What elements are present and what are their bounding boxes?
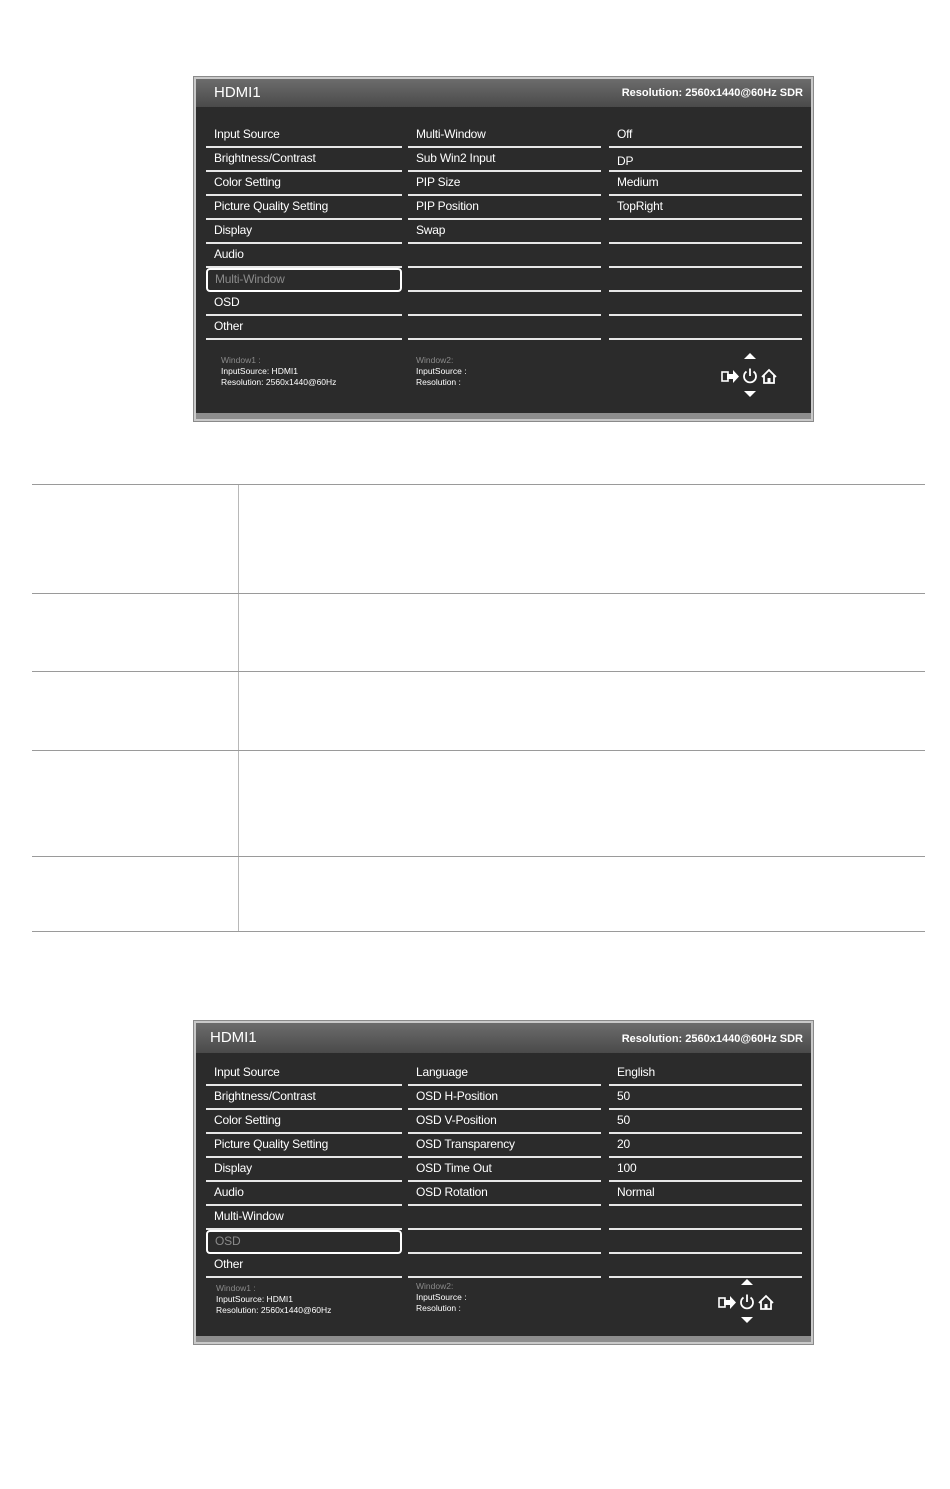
input-icon[interactable]	[722, 370, 739, 383]
resolution-label: Resolution: 2560x1440@60Hz SDR	[621, 87, 803, 99]
sub-item-empty	[408, 292, 601, 316]
value-item[interactable]: 50	[609, 1110, 802, 1134]
table-row	[32, 856, 925, 931]
resolution-label: Resolution: 2560x1440@60Hz SDR	[621, 1033, 803, 1045]
table-row	[32, 750, 925, 856]
menu-item-audio[interactable]: Audio	[206, 1182, 402, 1206]
menu-item-audio[interactable]: Audio	[206, 244, 402, 268]
main-menu	[206, 1062, 402, 1278]
menu-item-picture-quality[interactable]: Picture Quality Setting	[206, 196, 402, 220]
menu-item-osd-selected[interactable]: OSD	[206, 1230, 402, 1254]
input-source-title: HDMI1	[214, 84, 261, 101]
window2-input: InputSource :	[416, 1292, 467, 1302]
value-item-empty	[609, 244, 802, 268]
table-row	[32, 593, 925, 671]
up-arrow-icon[interactable]	[741, 1279, 753, 1285]
window1-info	[216, 1283, 331, 1316]
sub-item[interactable]: OSD V-Position	[408, 1110, 601, 1134]
value-item[interactable]: 20	[609, 1134, 802, 1158]
sub-item[interactable]: Language	[408, 1062, 601, 1086]
menu-item-input-source[interactable]: Input Source	[206, 124, 402, 148]
window1-input: InputSource: HDMI1	[221, 366, 299, 376]
value-item-empty	[609, 316, 802, 340]
home-icon[interactable]	[759, 1296, 773, 1309]
menu-item-brightness-contrast[interactable]: Brightness/Contrast	[206, 1086, 402, 1110]
window2-title: Window2:	[416, 1281, 454, 1291]
sub-item-empty	[408, 1254, 601, 1278]
description-table	[32, 484, 925, 932]
down-arrow-icon[interactable]	[744, 391, 756, 397]
window1-resolution: Resolution: 2560x1440@60Hz	[216, 1305, 332, 1315]
osd-osd-settings-screen	[194, 1021, 813, 1344]
menu-item-other[interactable]: Other	[206, 1254, 402, 1278]
power-icon[interactable]	[744, 369, 756, 383]
sub-item[interactable]: PIP Size	[408, 172, 601, 196]
menu-item-picture-quality[interactable]: Picture Quality Setting	[206, 1134, 402, 1158]
window1-title: Window1 :	[216, 1283, 256, 1293]
sub-item[interactable]: Swap	[408, 220, 601, 244]
menu-item-other[interactable]: Other	[206, 316, 402, 340]
sub-item-empty	[408, 1230, 601, 1254]
osd-multi-window-screen	[194, 77, 813, 421]
sub-item[interactable]: Sub Win2 Input	[408, 148, 601, 172]
window2-info	[416, 355, 467, 388]
menu-item-multi-window[interactable]: Multi-Window	[206, 1206, 402, 1230]
window2-info	[416, 1281, 467, 1314]
window2-title: Window2:	[416, 355, 454, 365]
power-icon[interactable]	[741, 1295, 753, 1309]
control-keys	[718, 351, 788, 401]
window1-title: Window1 :	[221, 355, 261, 365]
window2-input: InputSource :	[416, 366, 467, 376]
table-bottom-border	[32, 931, 925, 932]
sub-item[interactable]: Multi-Window	[408, 124, 601, 148]
down-arrow-icon[interactable]	[741, 1317, 753, 1323]
value-item[interactable]: Off	[609, 124, 802, 148]
value-item-empty	[609, 268, 802, 292]
window2-resolution: Resolution :	[416, 377, 461, 387]
menu-item-color-setting[interactable]: Color Setting	[206, 172, 402, 196]
value-item[interactable]: English	[609, 1062, 802, 1086]
window1-input: InputSource: HDMI1	[216, 1294, 294, 1304]
sub-item-empty	[408, 268, 601, 292]
home-icon[interactable]	[762, 370, 776, 383]
sub-item-empty	[408, 316, 601, 340]
window1-info	[221, 355, 336, 388]
sub-menu	[408, 1062, 601, 1278]
value-column	[609, 124, 802, 340]
table-row	[32, 484, 925, 593]
control-keys	[715, 1277, 785, 1327]
window1-resolution: Resolution: 2560x1440@60Hz	[221, 377, 337, 387]
window2-resolution: Resolution :	[416, 1303, 461, 1313]
value-item-empty	[609, 220, 802, 244]
value-item[interactable]: 50	[609, 1086, 802, 1110]
menu-item-brightness-contrast[interactable]: Brightness/Contrast	[206, 148, 402, 172]
osd-header	[196, 79, 811, 107]
sub-item-empty	[408, 1206, 601, 1230]
sub-item[interactable]: PIP Position	[408, 196, 601, 220]
value-item-empty	[609, 1254, 802, 1278]
table-row	[32, 671, 925, 750]
menu-item-input-source[interactable]: Input Source	[206, 1062, 402, 1086]
menu-item-display[interactable]: Display	[206, 220, 402, 244]
value-item[interactable]: DP	[609, 148, 802, 172]
value-column	[609, 1062, 802, 1278]
osd-header	[196, 1023, 811, 1053]
menu-item-display[interactable]: Display	[206, 1158, 402, 1182]
value-item-empty	[609, 1230, 802, 1254]
sub-item[interactable]: OSD Transparency	[408, 1134, 601, 1158]
sub-item[interactable]: OSD Rotation	[408, 1182, 601, 1206]
sub-item[interactable]: OSD Time Out	[408, 1158, 601, 1182]
input-icon[interactable]	[719, 1296, 736, 1309]
sub-item[interactable]: OSD H-Position	[408, 1086, 601, 1110]
value-item-empty	[609, 1206, 802, 1230]
value-item[interactable]: TopRight	[609, 196, 802, 220]
osd-bottom-bar	[196, 413, 811, 419]
main-menu	[206, 124, 402, 340]
input-source-title: HDMI1	[210, 1029, 257, 1046]
osd-bottom-bar	[196, 1336, 811, 1342]
menu-item-color-setting[interactable]: Color Setting	[206, 1110, 402, 1134]
value-item[interactable]: Normal	[609, 1182, 802, 1206]
value-item[interactable]: 100	[609, 1158, 802, 1182]
menu-item-multi-window-selected[interactable]: Multi-Window	[206, 268, 402, 292]
value-item-empty	[609, 292, 802, 316]
menu-item-osd[interactable]: OSD	[206, 292, 402, 316]
sub-item-empty	[408, 244, 601, 268]
value-item[interactable]: Medium	[609, 172, 802, 196]
sub-menu	[408, 124, 601, 340]
up-arrow-icon[interactable]	[744, 353, 756, 359]
